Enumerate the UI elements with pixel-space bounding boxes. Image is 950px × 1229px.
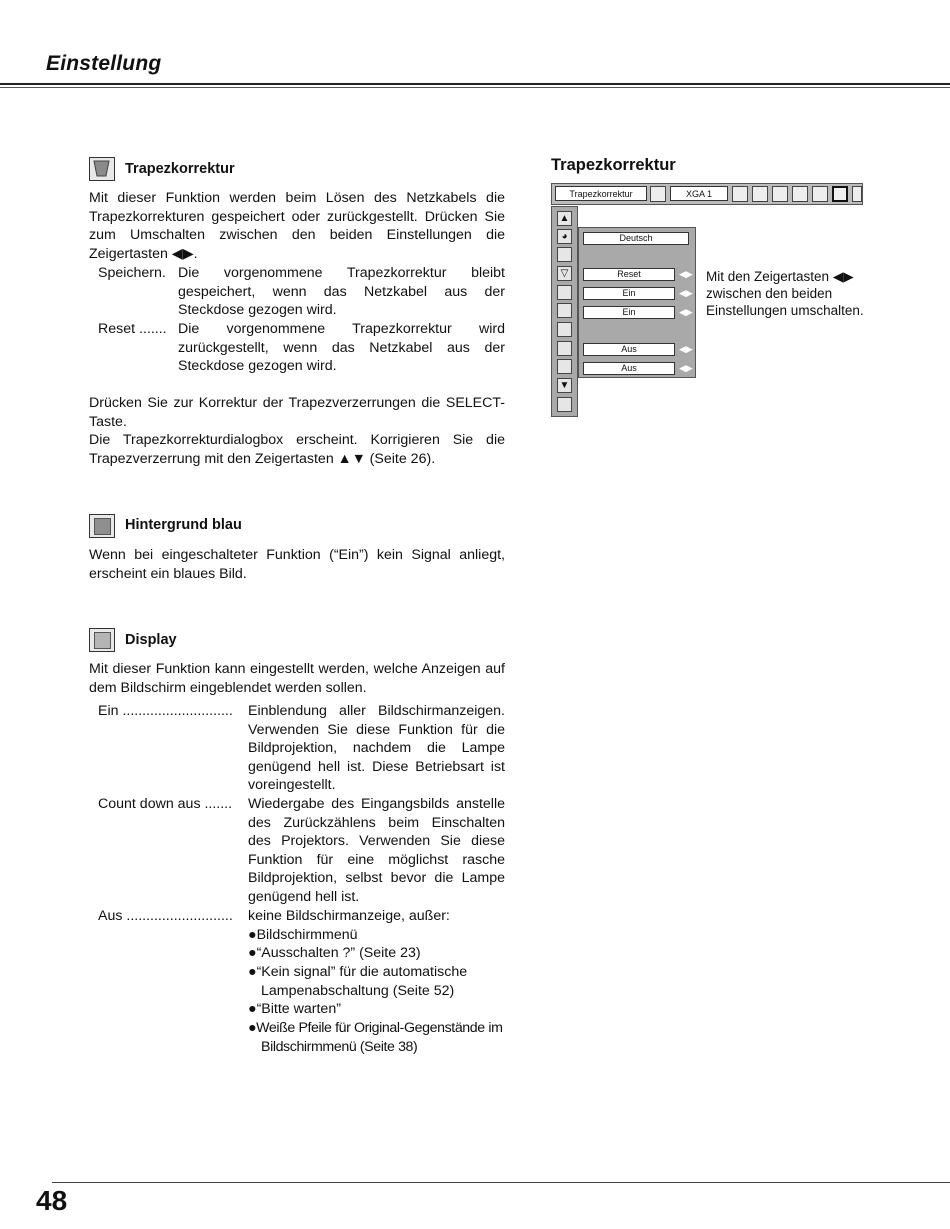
osd-value-panel	[578, 227, 696, 378]
osd-mode-label: XGA 1	[670, 186, 728, 201]
section-title-trapez: Trapezkorrektur	[125, 161, 235, 177]
keystone-icon	[89, 157, 115, 181]
osd-tab-label: Trapezkorrektur	[555, 186, 647, 201]
exit-icon	[557, 397, 572, 412]
bullet-item: ●Weiße Pfeile für Original-Gegenstände im Bildschirmmenü (Seite 38)	[248, 1020, 503, 1055]
section-title-blue: Hintergrund blau	[125, 517, 242, 533]
page-header-title: Einstellung	[46, 52, 162, 75]
down-arrow-icon: ▼	[557, 378, 572, 393]
up-arrow-icon: ▲	[557, 211, 572, 226]
ceiling-icon	[557, 341, 572, 356]
language-icon: ◕	[557, 229, 572, 244]
trapez-intro: Mit dieser Funktion werden beim Lösen des Netzkabels die Trapezkorrekturen gespeichert oder zurückgestellt. Drücken Sie zum Umschalten zwischen den beiden Einstellungen die Zeigertasten ◀▶.	[89, 190, 505, 262]
osd-value-keystone: Reset	[583, 268, 675, 281]
display-icon	[557, 303, 572, 318]
image-adjust-icon	[772, 186, 788, 202]
auto-setup-icon	[557, 247, 572, 262]
input-icon	[650, 186, 666, 202]
term-label: Speichern.	[98, 265, 166, 281]
left-right-arrows-icon: ◀▶	[679, 307, 693, 317]
blue-background-icon	[89, 514, 115, 538]
header-rule	[0, 83, 950, 85]
term-description: Die vorgenommene Trapezkorrektur bleibt gespeichert, wenn das Netzkabel aus der Steckdose gezogen wird.	[178, 265, 505, 319]
keystone-icon: ▽	[557, 266, 572, 281]
term-label: Reset .......	[98, 321, 167, 337]
left-right-arrows-icon: ◀▶	[679, 269, 693, 279]
logo-icon	[557, 322, 572, 337]
header-rule-thin	[0, 87, 950, 88]
term-label: Ein ............................	[98, 703, 233, 719]
term-description: keine Bildschirmanzeige, außer:	[248, 908, 450, 924]
setting-icon	[832, 186, 848, 202]
term-label: Aus ...........................	[98, 908, 233, 924]
left-right-arrows-icon: ◀▶	[679, 288, 693, 298]
trapez-outro-2: Die Trapezkorrekturdialogbox erscheint. Korrigieren Sie die Trapezverzerrung mit den Zeigertasten ▲▼ (Seite 26).	[89, 432, 505, 467]
footer-rule	[52, 1182, 950, 1183]
section-title-display: Display	[125, 632, 177, 648]
bullet-item: ●“Ausschalten ?” (Seite 23)	[248, 945, 421, 961]
term-label: Count down aus .......	[98, 796, 233, 812]
display-intro: Mit dieser Funktion kann eingestellt werden, welche Anzeigen auf dem Bildschirm eingeblendet werden sollen.	[89, 661, 505, 696]
osd-item-icons	[551, 206, 578, 417]
left-right-arrows-icon: ◀▶	[679, 344, 693, 354]
term-description: Die vorgenommene Trapezkorrektur wird zurückgestellt, wenn das Netzkabel aus der Steckdose gezogen wird.	[178, 321, 505, 375]
osd-value-blue: Ein	[583, 287, 675, 300]
screen-icon	[792, 186, 808, 202]
image-select-icon	[752, 186, 768, 202]
bullet-item: ●“Kein signal” für die automatische Lampenabschaltung (Seite 52)	[248, 964, 468, 999]
pc-adjust-icon	[732, 186, 748, 202]
osd-value-ceiling: Aus	[583, 343, 675, 356]
term-description: Wiedergabe des Eingangsbilds anstelle des Zurückzählens beim Einschalten des Projektors. Verwenden Sie diese Funktion für eine möglichst rasche Bildprojektion, selbst bevor die Lampe genügend hell ist.	[248, 796, 505, 905]
bullet-item: ●Bildschirmmenü	[248, 927, 358, 943]
osd-value-display: Ein	[583, 306, 675, 319]
rear-icon	[557, 359, 572, 374]
blue-text: Wenn bei eingeschalteter Funktion (“Ein”) kein Signal anliegt, erscheint ein blaues Bild.	[89, 547, 505, 582]
term-description: Einblendung aller Bildschirmanzeigen. Verwenden Sie diese Funktion für die Bildprojektion, nachdem die Lampe genügend hell ist. Diese Betriebsart ist voreingestellt.	[248, 703, 505, 794]
figure-note: Mit den Zeigertasten ◀▶ zwischen den beiden Einstellungen umschalten.	[706, 269, 864, 318]
trapez-outro-1: Drücken Sie zur Korrektur der Trapezverzerrungen die SELECT-Taste.	[89, 395, 505, 430]
display-icon	[89, 628, 115, 652]
page-number: 48	[36, 1185, 68, 1216]
blue-background-icon	[557, 285, 572, 300]
figure-title: Trapezkorrektur	[551, 156, 676, 174]
left-right-arrows-icon: ◀▶	[679, 363, 693, 373]
osd-value-rear: Aus	[583, 362, 675, 375]
osd-menu-bar	[551, 183, 863, 205]
bullet-item: ●“Bitte warten”	[248, 1001, 341, 1017]
info-icon	[852, 186, 862, 202]
osd-value-language: Deutsch	[583, 232, 689, 245]
sound-icon	[812, 186, 828, 202]
